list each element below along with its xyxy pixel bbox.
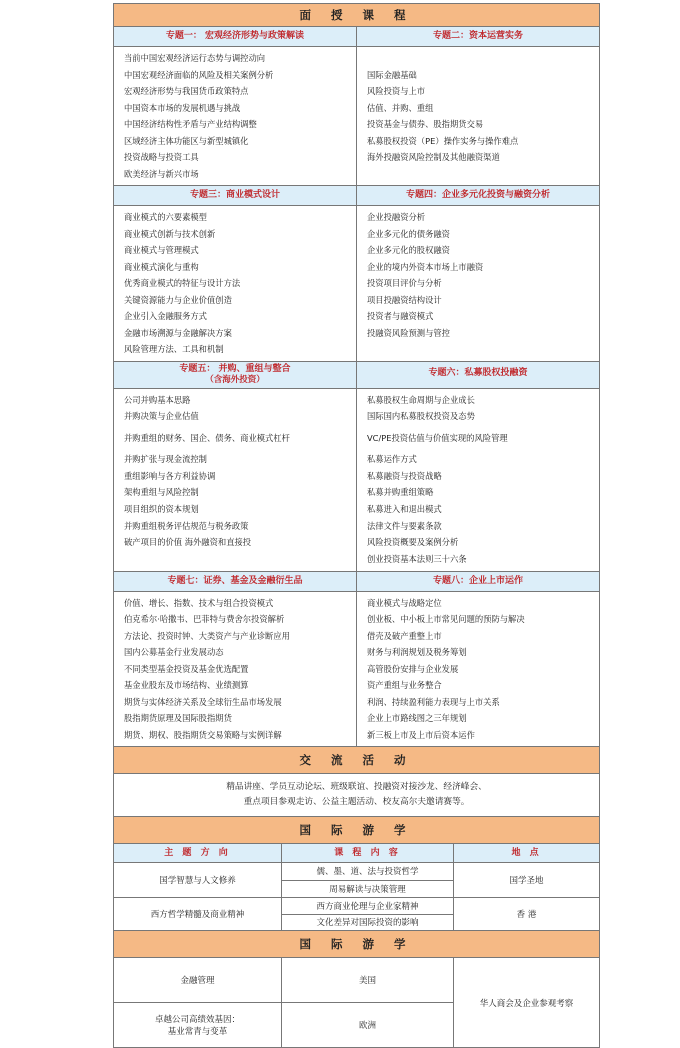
list-item: 公司并购基本思路 <box>124 394 191 405</box>
list-item: 利润、持续盈利能力表现与上市关系 <box>367 696 500 707</box>
topic-items <box>114 206 357 362</box>
topic-items <box>114 591 357 747</box>
list-item: 期货与实体经济关系及全球衍生品市场发展 <box>124 696 282 707</box>
list-item <box>367 166 594 183</box>
list-item: 破产项目的价值 海外融资和直接投 <box>124 537 252 548</box>
theme-cell: 国学智慧与人文修养 <box>114 863 282 898</box>
list-item <box>367 50 594 67</box>
list-item <box>367 341 594 358</box>
list-item: 投融资风险预测与管控 <box>367 327 450 338</box>
course-cell: 文化差异对国际投资的影响 <box>282 914 454 931</box>
list-item: 私募进入和退出模式 <box>367 503 442 514</box>
list-item: 宏观经济形势与我国货币政策特点 <box>124 86 249 96</box>
list-item: 估值、并购、重组 <box>367 102 434 113</box>
course-cell: 周易解读与决策管理 <box>282 880 454 898</box>
list-item: 基金业股东及市场结构、业绩测算 <box>124 680 249 691</box>
topic-items <box>114 47 357 186</box>
topic-title: 专题六：私募股权投融资 <box>357 361 600 388</box>
list-item: 投资基金与债券、股指期货交易 <box>367 119 484 129</box>
list-item: 并购扩张与现金流控制 <box>124 453 207 464</box>
list-item: 借壳及破产重整上市 <box>367 630 442 641</box>
topic-items <box>357 388 600 571</box>
topic-items <box>357 47 600 186</box>
list-item: 私募股权投资（PE）操作实务与操作难点 <box>367 135 519 146</box>
topic-items <box>357 206 600 362</box>
list-item: 私募运作方式 <box>367 453 417 464</box>
list-item: 商业模式创新与技术创新 <box>124 228 216 239</box>
list-item: 投资战略与投资工具 <box>124 152 199 162</box>
list-item: 价值、增长、指数、技术与组合投资模式 <box>124 597 274 608</box>
curriculum <box>113 3 599 1048</box>
section-title-courses: 面 授 课 程 <box>114 4 600 27</box>
course-cell: 儒、墨、道、法与投资哲学 <box>282 863 454 881</box>
section-title-exchange: 交 流 活 动 <box>114 747 600 774</box>
topic-title: 专题一： 宏观经济形势与政策解读 <box>114 27 357 47</box>
list-item: 资产重组与业务整合 <box>367 680 442 691</box>
list-item: 企业上市路线图之三年规划 <box>367 713 467 724</box>
list-item: 风险管理方法、工具和机制 <box>124 344 224 354</box>
place-cell: 欧洲 <box>282 1003 454 1048</box>
list-item: 区域经济主体功能区与新型城镇化 <box>124 135 249 146</box>
list-item: 伯克希尔·哈撒韦、巴菲特与费舍尔投资解析 <box>124 614 285 625</box>
theme-cell: 西方哲学精髓及商业精神 <box>114 898 282 931</box>
list-item: 并购决策与企业估值 <box>124 411 199 422</box>
column-header: 课 程 内 容 <box>282 844 454 863</box>
list-item: 金融市场溯源与金融解决方案 <box>124 327 232 338</box>
list-item: 期货、期权、股指期货交易策略与实例详解 <box>124 729 282 740</box>
place-cell: 国学圣地 <box>454 863 600 898</box>
section-title-study-tour: 国 际 游 学 <box>114 817 600 844</box>
topic-line: 基业常青与变革 <box>167 1027 228 1038</box>
list-item: 关键资源能力与企业价值创造 <box>124 294 232 305</box>
list-item: 国内公募基金行业发展动态 <box>124 647 224 658</box>
course-cell: 西方商业伦理与企业家精神 <box>282 898 454 915</box>
list-item: 当前中国宏观经济运行态势与调控动向 <box>124 53 266 63</box>
list-item: 法律文件与要素条款 <box>367 520 442 531</box>
topic-title: 专题三：商业模式设计 <box>114 186 357 206</box>
list-item: 海外投融资风险控制及其他融资渠道 <box>367 152 500 162</box>
exchange-line: 精品讲座、学员互动论坛、班级联谊、投融资对接沙龙、经济峰会、 <box>226 782 487 793</box>
topic-line: 卓越公司高绩效基因： <box>154 1015 240 1026</box>
list-item: 商业模式与管理模式 <box>124 245 199 255</box>
list-item: 不同类型基金投资及基金优选配置 <box>124 663 249 674</box>
list-item: 国际金融基础 <box>367 69 417 80</box>
list-item: 风险投资与上市 <box>367 86 426 96</box>
list-item: 私募并购重组策略 <box>367 487 434 498</box>
place-cell: 美国 <box>282 958 454 1003</box>
list-item: 企业多元化的债务融资 <box>367 228 450 239</box>
list-item: 高管股份安排与企业发展 <box>367 663 459 674</box>
topic-title: 专题七：证券、基金及金融衍生品 <box>114 571 357 591</box>
list-item: 项目组织的资本规划 <box>124 503 199 514</box>
list-item: 中国宏观经济面临的风险及相关案例分析 <box>124 69 274 80</box>
list-item: 企业投融资分析 <box>367 212 426 222</box>
list-item: 优秀商业模式的特征与设计方法 <box>124 278 241 288</box>
curriculum-table <box>113 3 600 817</box>
list-item: 企业引入金融服务方式 <box>124 311 207 321</box>
section-title-study-tour-2: 国 际 游 学 <box>114 931 600 958</box>
exchange-line: 重点项目参观走访、公益主题活动、校友高尔夫邀请赛等。 <box>243 797 470 808</box>
list-item: 并购重组的财务、国企、债务、商业模式杠杆 <box>124 432 290 443</box>
list-item: 创业投资基本法则三十六条 <box>367 554 467 564</box>
list-item: 并购重组税务评估规范与税务政策 <box>124 520 249 531</box>
list-item: 新三板上市及上市后资本运作 <box>367 729 475 740</box>
visit-cell: 华人商会及企业参观考察 <box>454 958 600 1048</box>
list-item: VC/PE投资估值与价值实现的风险管理 <box>367 432 508 443</box>
list-item: 中国资本市场的发展机遇与挑战 <box>124 102 241 113</box>
list-item: 商业模式的六要素模型 <box>124 212 207 222</box>
list-item: 投资者与融资模式 <box>367 311 434 321</box>
study-tour-table-2 <box>113 930 600 1048</box>
list-item: 架构重组与风险控制 <box>124 487 199 498</box>
list-item: 企业多元化的股权融资 <box>367 245 450 255</box>
topic-items <box>114 388 357 571</box>
list-item: 项目投融资结构设计 <box>367 294 442 305</box>
list-item: 方法论、投资时钟、大类资产与产业诊断应用 <box>124 630 290 641</box>
list-item: 企业的境内外资本市场上市融资 <box>367 261 484 272</box>
list-item: 私募股权生命周期与企业成长 <box>367 394 475 405</box>
list-item: 风险投资概要及案例分析 <box>367 537 459 548</box>
list-item: 中国经济结构性矛盾与产业结构调整 <box>124 119 257 129</box>
list-item: 财务与利润规划及税务筹划 <box>367 647 467 658</box>
list-item: 重组影响与各方利益协调 <box>124 470 216 481</box>
place-cell: 香 港 <box>454 898 600 931</box>
list-item: 股指期货原理及国际股指期货 <box>124 713 232 724</box>
column-header: 主 题 方 向 <box>114 844 282 863</box>
list-item: 欧美经济与新兴市场 <box>124 168 199 179</box>
list-item: 创业板、中小板上市常见问题的预防与解决 <box>367 614 525 625</box>
topic-title: 专题八：企业上市运作 <box>357 571 600 591</box>
topic-title <box>114 361 357 388</box>
topic-subtitle: （含海外投资） <box>205 374 265 385</box>
column-header: 地 点 <box>454 844 600 863</box>
exchange-activities <box>114 774 600 817</box>
topic-items <box>357 591 600 747</box>
study-tour-table <box>113 816 600 931</box>
list-item: 私募融资与投资战略 <box>367 470 442 481</box>
topic-cell: 金融管理 <box>114 958 282 1003</box>
list-item: 国际国内私募股权投资及态势 <box>367 411 475 422</box>
list-item: 投资项目评价与分析 <box>367 278 442 288</box>
topic-cell <box>114 1003 282 1048</box>
list-item: 商业模式演化与重构 <box>124 261 199 272</box>
topic-title: 专题四：企业多元化投资与融资分析 <box>357 186 600 206</box>
topic-title: 专题二：资本运营实务 <box>357 27 600 47</box>
list-item: 商业模式与战略定位 <box>367 597 442 608</box>
topic-title-main: 专题五： 并购、重组与整合 <box>179 363 291 374</box>
